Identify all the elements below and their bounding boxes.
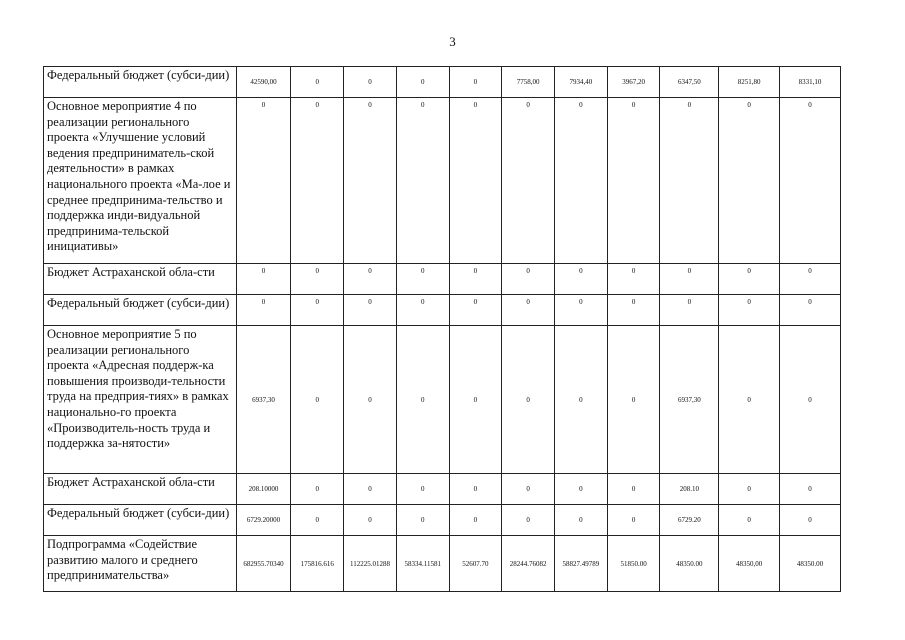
value-cell: 208.10000 [236,474,291,505]
table-row [44,505,841,536]
value-cell: 0 [719,295,780,326]
value-cell: 0 [555,264,608,295]
value-cell: 0 [780,98,841,264]
value-cell: 0 [719,264,780,295]
value-cell: 0 [555,295,608,326]
value-cell: 48350.00 [780,536,841,592]
row-label: Федеральный бюджет (субси-дии) [44,67,237,98]
value-cell: 0 [607,264,660,295]
value-cell: 0 [344,67,397,98]
value-cell: 0 [396,326,449,474]
value-cell: 0 [502,264,555,295]
value-cell: 0 [607,295,660,326]
value-cell: 0 [396,264,449,295]
row-label: Бюджет Астраханской обла-сти [44,264,237,295]
value-cell: 0 [607,474,660,505]
value-cell: 0 [502,326,555,474]
value-cell: 0 [780,295,841,326]
value-cell: 0 [449,326,502,474]
value-cell: 0 [502,505,555,536]
value-cell: 7934,40 [555,67,608,98]
value-cell: 58334.11581 [396,536,449,592]
value-cell: 7758,00 [502,67,555,98]
value-cell: 0 [719,98,780,264]
budget-table-body [44,67,841,592]
value-cell: 0 [660,264,719,295]
value-cell: 0 [449,505,502,536]
value-cell: 0 [502,295,555,326]
row-label: Основное мероприятие 5 по реализации регионального проекта «Адресная поддерж-ка повышения производи-тельности труда на предприя-тиях» в рамках национально-го проекта «Производитель-ность труда и поддержка за-нятости» [44,326,237,474]
table-row [44,67,841,98]
value-cell: 0 [555,474,608,505]
value-cell: 0 [236,264,291,295]
value-cell: 0 [780,505,841,536]
value-cell: 0 [555,98,608,264]
value-cell: 42590,00 [236,67,291,98]
value-cell: 6729.20000 [236,505,291,536]
value-cell: 0 [555,505,608,536]
value-cell: 0 [236,295,291,326]
value-cell: 0 [449,474,502,505]
value-cell: 0 [291,98,344,264]
value-cell: 0 [236,98,291,264]
value-cell: 0 [449,67,502,98]
value-cell: 175816.616 [291,536,344,592]
value-cell: 0 [780,326,841,474]
value-cell: 0 [607,505,660,536]
value-cell: 48350,00 [719,536,780,592]
value-cell: 0 [291,505,344,536]
table-row [44,536,841,592]
page-number: 3 [449,34,456,49]
table-row [44,264,841,295]
value-cell: 682955.70340 [236,536,291,592]
budget-table [43,66,841,592]
value-cell: 0 [780,474,841,505]
value-cell: 0 [396,295,449,326]
value-cell: 6937,30 [660,326,719,474]
value-cell: 6729.20 [660,505,719,536]
value-cell: 6347,50 [660,67,719,98]
value-cell: 0 [719,326,780,474]
value-cell: 0 [291,67,344,98]
value-cell: 3967,20 [607,67,660,98]
value-cell: 58827.49789 [555,536,608,592]
table-row [44,98,841,264]
value-cell: 48350.00 [660,536,719,592]
value-cell: 8331,10 [780,67,841,98]
value-cell: 0 [344,295,397,326]
value-cell: 51850.00 [607,536,660,592]
value-cell: 8251,80 [719,67,780,98]
value-cell: 0 [396,67,449,98]
row-label: Федеральный бюджет (субси-дии) [44,505,237,536]
value-cell: 0 [396,474,449,505]
row-label: Подпрограмма «Содействие развитию малого и среднего предпринимательства» [44,536,237,592]
table-row [44,326,841,474]
value-cell: 0 [555,326,608,474]
value-cell: 0 [502,474,555,505]
value-cell: 0 [660,295,719,326]
value-cell: 0 [780,264,841,295]
value-cell: 0 [502,98,555,264]
value-cell: 0 [449,295,502,326]
value-cell: 0 [449,98,502,264]
value-cell: 0 [344,505,397,536]
value-cell: 0 [291,295,344,326]
value-cell: 112225.01288 [344,536,397,592]
value-cell: 0 [607,98,660,264]
table-row [44,474,841,505]
value-cell: 0 [291,326,344,474]
value-cell: 0 [344,98,397,264]
value-cell: 0 [291,474,344,505]
value-cell: 0 [660,98,719,264]
value-cell: 0 [719,474,780,505]
value-cell: 52607.70 [449,536,502,592]
value-cell: 0 [449,264,502,295]
value-cell: 0 [344,474,397,505]
value-cell: 0 [607,326,660,474]
value-cell: 208.10 [660,474,719,505]
row-label: Основное мероприятие 4 по реализации регионального проекта «Улучшение условий ведения предприниматель-ской деятельности» в рамках национального проекта «Ма-лое и среднее предпринима-тельство и поддержка инди-видуальной предпринима-тельской инициативы» [44,98,237,264]
value-cell: 0 [291,264,344,295]
value-cell: 0 [344,326,397,474]
value-cell: 6937,30 [236,326,291,474]
row-label: Федеральный бюджет (субси-дии) [44,295,237,326]
value-cell: 0 [344,264,397,295]
value-cell: 28244.76082 [502,536,555,592]
row-label: Бюджет Астраханской обла-сти [44,474,237,505]
value-cell: 0 [396,505,449,536]
value-cell: 0 [719,505,780,536]
table-row [44,295,841,326]
value-cell: 0 [396,98,449,264]
